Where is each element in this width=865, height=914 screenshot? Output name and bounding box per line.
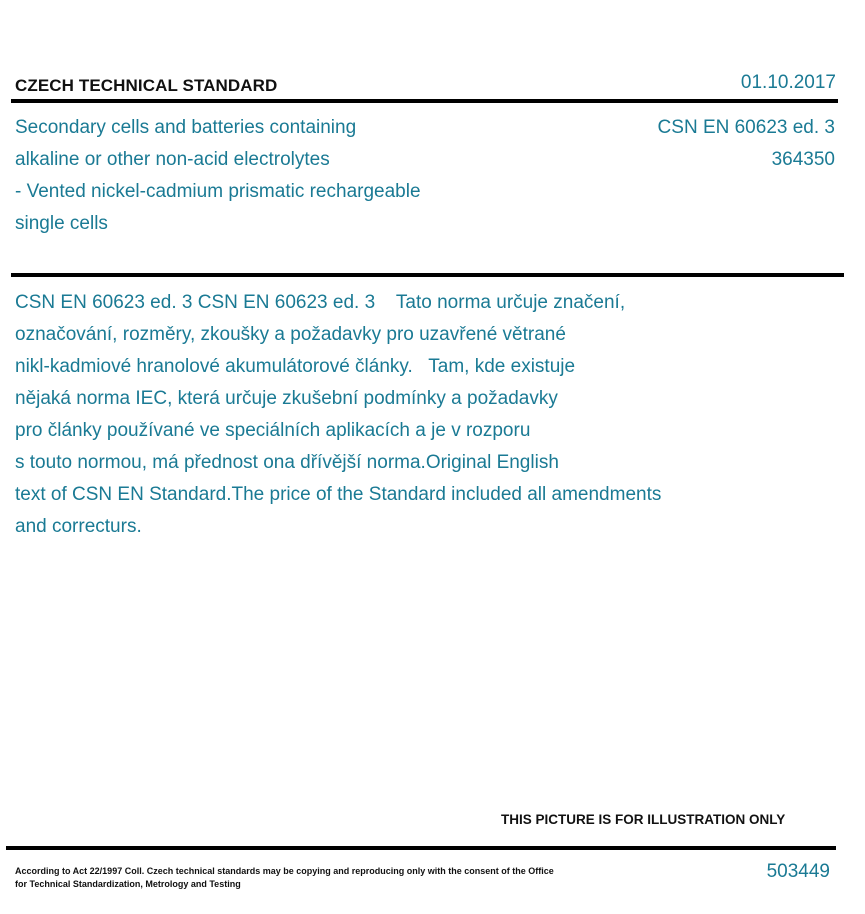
description-line: s touto normou, má přednost ona dřívější norma.Original English (15, 452, 559, 473)
legal-notice (15, 865, 554, 891)
document-id: 503449 (766, 861, 830, 882)
legal-line: for Technical Standardization, Metrology and Testing (15, 879, 241, 889)
description-line: text of CSN EN Standard.The price of the Standard included all amendments (15, 484, 662, 505)
standard-title (15, 112, 421, 240)
publication-date: 01.10.2017 (740, 72, 836, 93)
title-line: - Vented nickel-cadmium prismatic rechargeable (15, 181, 421, 202)
standard-description (15, 287, 661, 543)
middle-divider (11, 273, 844, 277)
description-line: nějaká norma IEC, která určuje zkušební podmínky a požadavky (15, 388, 558, 409)
description-line: označování, rozměry, zkoušky a požadavky pro uzavřené větrané (15, 324, 566, 345)
standard-identifiers (658, 112, 835, 176)
document-type-label: CZECH TECHNICAL STANDARD (15, 76, 278, 95)
title-line: alkaline or other non-acid electrolytes (15, 149, 330, 170)
title-line: single cells (15, 213, 108, 234)
description-line: pro články používané ve speciálních aplikacích a je v rozporu (15, 420, 531, 441)
description-line: nikl-kadmiové hranolové akumulátorové články. Tam, kde existuje (15, 356, 576, 377)
legal-line: According to Act 22/1997 Coll. Czech technical standards may be copying and reproducing only with the consent of the Office (15, 866, 554, 876)
description-line: CSN EN 60623 ed. 3 CSN EN 60623 ed. 3 Tato norma určuje značení, (15, 292, 626, 313)
description-line: and correcturs. (15, 516, 142, 537)
illustration-notice: THIS PICTURE IS FOR ILLUSTRATION ONLY (501, 812, 786, 827)
standard-designation: CSN EN 60623 ed. 3 (657, 117, 835, 138)
title-line: Secondary cells and batteries containing (15, 117, 357, 138)
top-divider (11, 99, 838, 103)
catalog-number: 364350 (771, 149, 835, 170)
bottom-divider (6, 846, 836, 850)
